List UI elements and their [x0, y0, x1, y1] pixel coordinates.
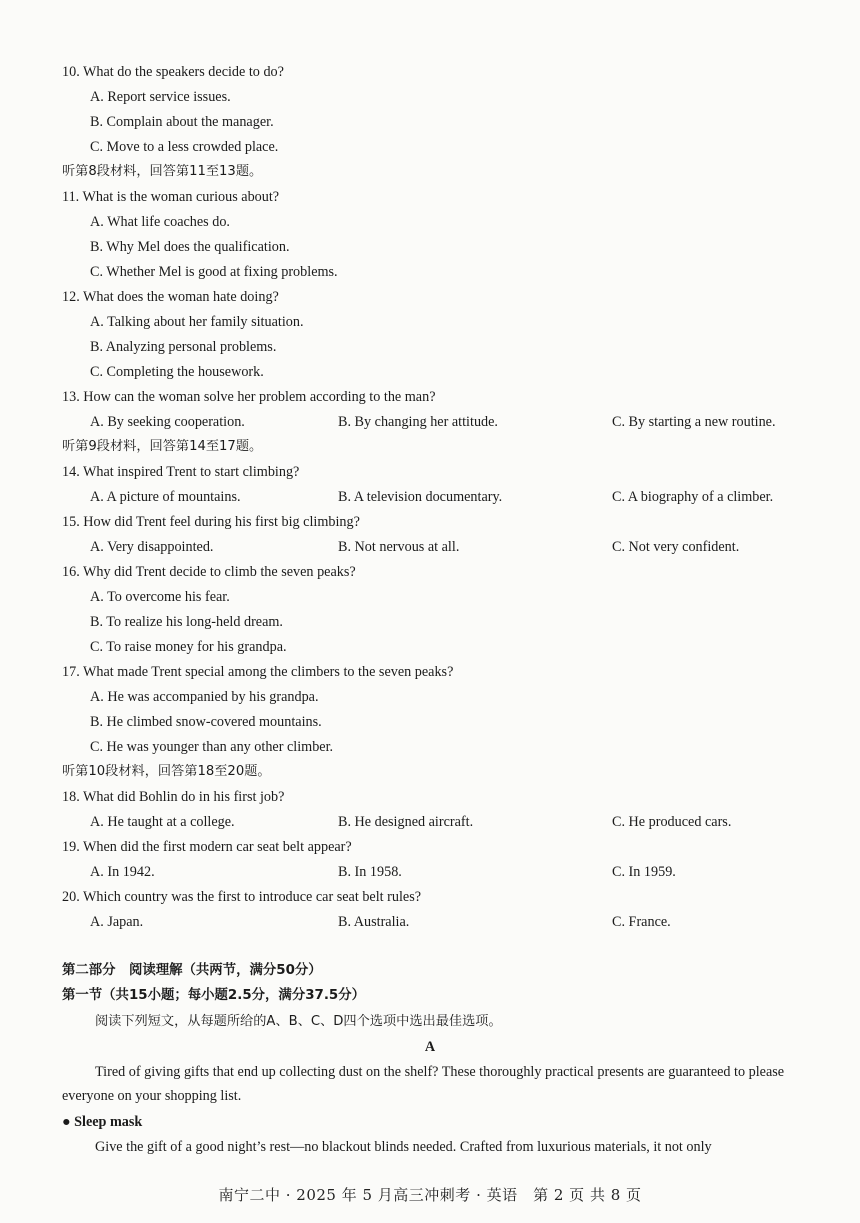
question-stem-13: 13. How can the woman solve her problem according to the man? — [62, 389, 436, 405]
item-heading — [62, 1113, 142, 1131]
reading-instruction: 阅读下列短文，从每题所给的A、B、C、D四个选项中选出最佳选项。 — [95, 1014, 502, 1029]
item-heading-text: Sleep mask — [74, 1114, 143, 1130]
option-20b: B. Australia. — [338, 914, 410, 930]
option-20c: C. France. — [612, 914, 671, 930]
page-footer: 南宁二中 · 2025 年 5 月高三冲刺考 · 英语 第 2 页 共 8 页 — [218, 1186, 642, 1204]
option-19c: C. In 1959. — [612, 864, 676, 880]
option-10b: B. Complain about the manager. — [90, 114, 274, 130]
option-12a: A. Talking about her family situation. — [90, 314, 304, 330]
section1-title: 第一节（共15小题；每小题2.5分，满分37.5分） — [62, 988, 366, 1003]
question-stem-14: 14. What inspired Trent to start climbing? — [62, 464, 300, 480]
option-20a: A. Japan. — [90, 914, 144, 930]
option-14c: C. A biography of a climber. — [612, 489, 774, 505]
listening-header-9: 听第9段材料，回答第14至17题。 — [62, 439, 263, 454]
listening-header-10: 听第10段材料，回答第18至20题。 — [62, 764, 271, 779]
option-11a: A. What life coaches do. — [90, 214, 230, 230]
passage-letter: A — [424, 1039, 436, 1055]
option-11c: C. Whether Mel is good at fixing problems. — [90, 264, 338, 280]
option-14a: A. A picture of mountains. — [90, 489, 241, 505]
question-stem-19: 19. When did the first modern car seat belt appear? — [62, 839, 352, 855]
option-11b: B. Why Mel does the qualification. — [90, 239, 290, 255]
question-stem-18: 18. What did Bohlin do in his first job? — [62, 789, 285, 805]
item-text: Give the gift of a good night’s rest—no blackout blinds needed. Crafted from luxurious materials, it not only — [95, 1139, 712, 1155]
option-19a: A. In 1942. — [90, 864, 155, 880]
option-18c: C. He produced cars. — [612, 814, 732, 830]
option-14b: B. A television documentary. — [338, 489, 503, 505]
option-13c: C. By starting a new routine. — [612, 414, 776, 430]
option-15a: A. Very disappointed. — [90, 539, 214, 555]
option-16c: C. To raise money for his grandpa. — [90, 639, 287, 655]
question-stem-10: 10. What do the speakers decide to do? — [62, 64, 284, 80]
option-17c: C. He was younger than any other climber. — [90, 739, 334, 755]
option-13a: A. By seeking cooperation. — [90, 414, 245, 430]
option-10a: A. Report service issues. — [90, 89, 231, 105]
question-stem-20: 20. Which country was the first to introduce car seat belt rules? — [62, 889, 422, 905]
option-12b: B. Analyzing personal problems. — [90, 339, 277, 355]
bullet-icon: ● — [62, 1114, 75, 1130]
option-12c: C. Completing the housework. — [90, 364, 264, 380]
question-stem-12: 12. What does the woman hate doing? — [62, 289, 279, 305]
option-16b: B. To realize his long-held dream. — [90, 614, 283, 630]
option-16a: A. To overcome his fear. — [90, 589, 230, 605]
question-stem-17: 17. What made Trent special among the climbers to the seven peaks? — [62, 664, 454, 680]
option-15c: C. Not very confident. — [612, 539, 740, 555]
part2-title: 第二部分 阅读理解（共两节，满分50分） — [62, 963, 322, 978]
question-stem-11: 11. What is the woman curious about? — [62, 189, 280, 205]
option-13b: B. By changing her attitude. — [338, 414, 498, 430]
question-stem-15: 15. How did Trent feel during his first big climbing? — [62, 514, 360, 530]
question-stem-16: 16. Why did Trent decide to climb the seven peaks? — [62, 564, 356, 580]
listening-header-8: 听第8段材料，回答第11至13题。 — [62, 164, 263, 179]
option-15b: B. Not nervous at all. — [338, 539, 460, 555]
option-18b: B. He designed aircraft. — [338, 814, 474, 830]
option-18a: A. He taught at a college. — [90, 814, 235, 830]
option-17b: B. He climbed snow-covered mountains. — [90, 714, 322, 730]
option-17a: A. He was accompanied by his grandpa. — [90, 689, 319, 705]
option-10c: C. Move to a less crowded place. — [90, 139, 279, 155]
passage-intro: Tired of giving gifts that end up collecting dust on the shelf? These thoroughly practical presents are guaranteed to please everyone on your shopping list. — [62, 1064, 785, 1104]
option-19b: B. In 1958. — [338, 864, 402, 880]
